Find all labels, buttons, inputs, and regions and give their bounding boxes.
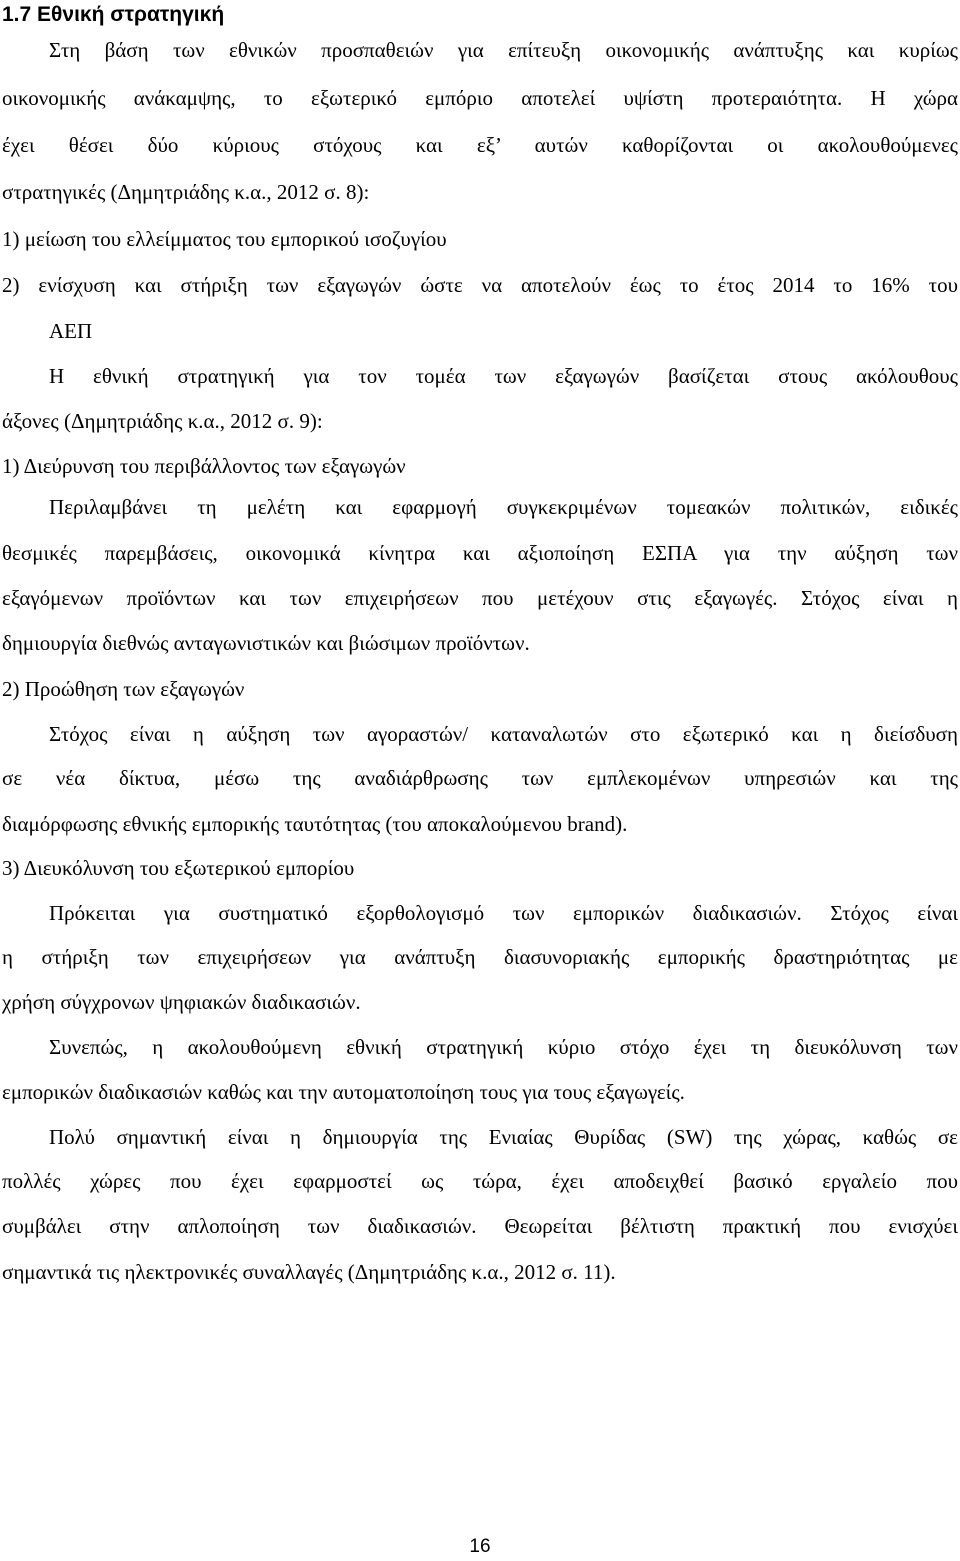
text-line: άξονες (Δημητριάδης κ.α., 2012 σ. 9):	[2, 409, 323, 433]
text-line: η στήριξη των επιχειρήσεων για ανάπτυξη διασυνοριακής εμπορικής δραστηριότητας με	[2, 945, 958, 969]
text-line: πολλές χώρες που έχει εφαρμοστεί ως τώρα, έχει αποδειχθεί βασικό εργαλείο που	[2, 1169, 958, 1193]
text-line: διαμόρφωσης εθνικής εμπορικής ταυτότητας (του αποκαλούμενου brand).	[2, 812, 628, 836]
text-line: Πολύ σημαντική είναι η δημιουργία της Ενιαίας Θυρίδας (SW) της χώρας, καθώς σε	[49, 1125, 958, 1149]
text-line: Συνεπώς, η ακολουθούμενη εθνική στρατηγική κύριο στόχο έχει τη διευκόλυνση των	[49, 1035, 958, 1059]
text-line: Πρόκειται για συστηματικό εξορθολογισμό των εμπορικών διαδικασιών. Στόχος είναι	[49, 901, 958, 925]
list-item: 2) Προώθηση των εξαγωγών	[2, 677, 245, 701]
text-line: ΑΕΠ	[49, 319, 93, 343]
text-line: Η εθνική στρατηγική για τον τομέα των εξαγωγών βασίζεται στους ακόλουθους	[49, 364, 958, 388]
text-line: Στόχος είναι η αύξηση των αγοραστών/ καταναλωτών στο εξωτερικό και η διείσδυση	[49, 722, 958, 746]
text-line: εξαγόμενων προϊόντων και των επιχειρήσεων που μετέχουν στις εξαγωγές. Στόχος είναι η	[2, 586, 958, 610]
text-line: θεσμικές παρεμβάσεις, οικονομικά κίνητρα και αξιοποίηση ΕΣΠΑ για την αύξηση των	[2, 541, 958, 565]
text-line: Στη βάση των εθνικών προσπαθειών για επίτευξη οικονομικής ανάπτυξης και κυρίως	[49, 38, 958, 62]
text-line: εμπορικών διαδικασιών καθώς και την αυτοματοποίηση τους για τους εξαγωγείς.	[2, 1080, 685, 1104]
list-item: 2) ενίσχυση και στήριξη των εξαγωγών ώστε να αποτελούν έως το έτος 2014 το 16% του	[2, 273, 958, 297]
text-line: έχει θέσει δύο κύριους στόχους και εξ’ αυτών καθορίζονται οι ακολουθούμενες	[2, 133, 958, 157]
text-line: χρήση σύγχρονων ψηφιακών διαδικασιών.	[2, 990, 361, 1014]
list-item: 1) Διεύρυνση του περιβάλλοντος των εξαγωγών	[2, 454, 406, 478]
text-line: σημαντικά τις ηλεκτρονικές συναλλαγές (Δημητριάδης κ.α., 2012 σ. 11).	[2, 1260, 616, 1284]
page-number: 16	[469, 1536, 491, 1557]
list-item: 3) Διευκόλυνση του εξωτερικού εμπορίου	[2, 856, 355, 880]
text-line: Περιλαμβάνει τη μελέτη και εφαρμογή συγκεκριμένων τομεακών πολιτικών, ειδικές	[49, 495, 958, 519]
text-line: στρατηγικές (Δημητριάδης κ.α., 2012 σ. 8):	[2, 180, 370, 204]
text-line: συμβάλει στην απλοποίηση των διαδικασιών. Θεωρείται βέλτιστη πρακτική που ενισχύει	[2, 1214, 958, 1238]
list-item: 1) μείωση του ελλείμματος του εμπορικού ισοζυγίου	[2, 227, 447, 251]
text-line: δημιουργία διεθνώς ανταγωνιστικών και βιώσιμων προϊόντων.	[2, 631, 530, 655]
text-line: οικονομικής ανάκαμψης, το εξωτερικό εμπόριο αποτελεί υψίστη προτεραιότητα. Η χώρα	[2, 86, 958, 110]
section-title: 1.7 Εθνική στρατηγική	[2, 3, 225, 26]
text-line: σε νέα δίκτυα, μέσω της αναδιάρθρωσης των εμπλεκομένων υπηρεσιών και της	[2, 766, 958, 790]
